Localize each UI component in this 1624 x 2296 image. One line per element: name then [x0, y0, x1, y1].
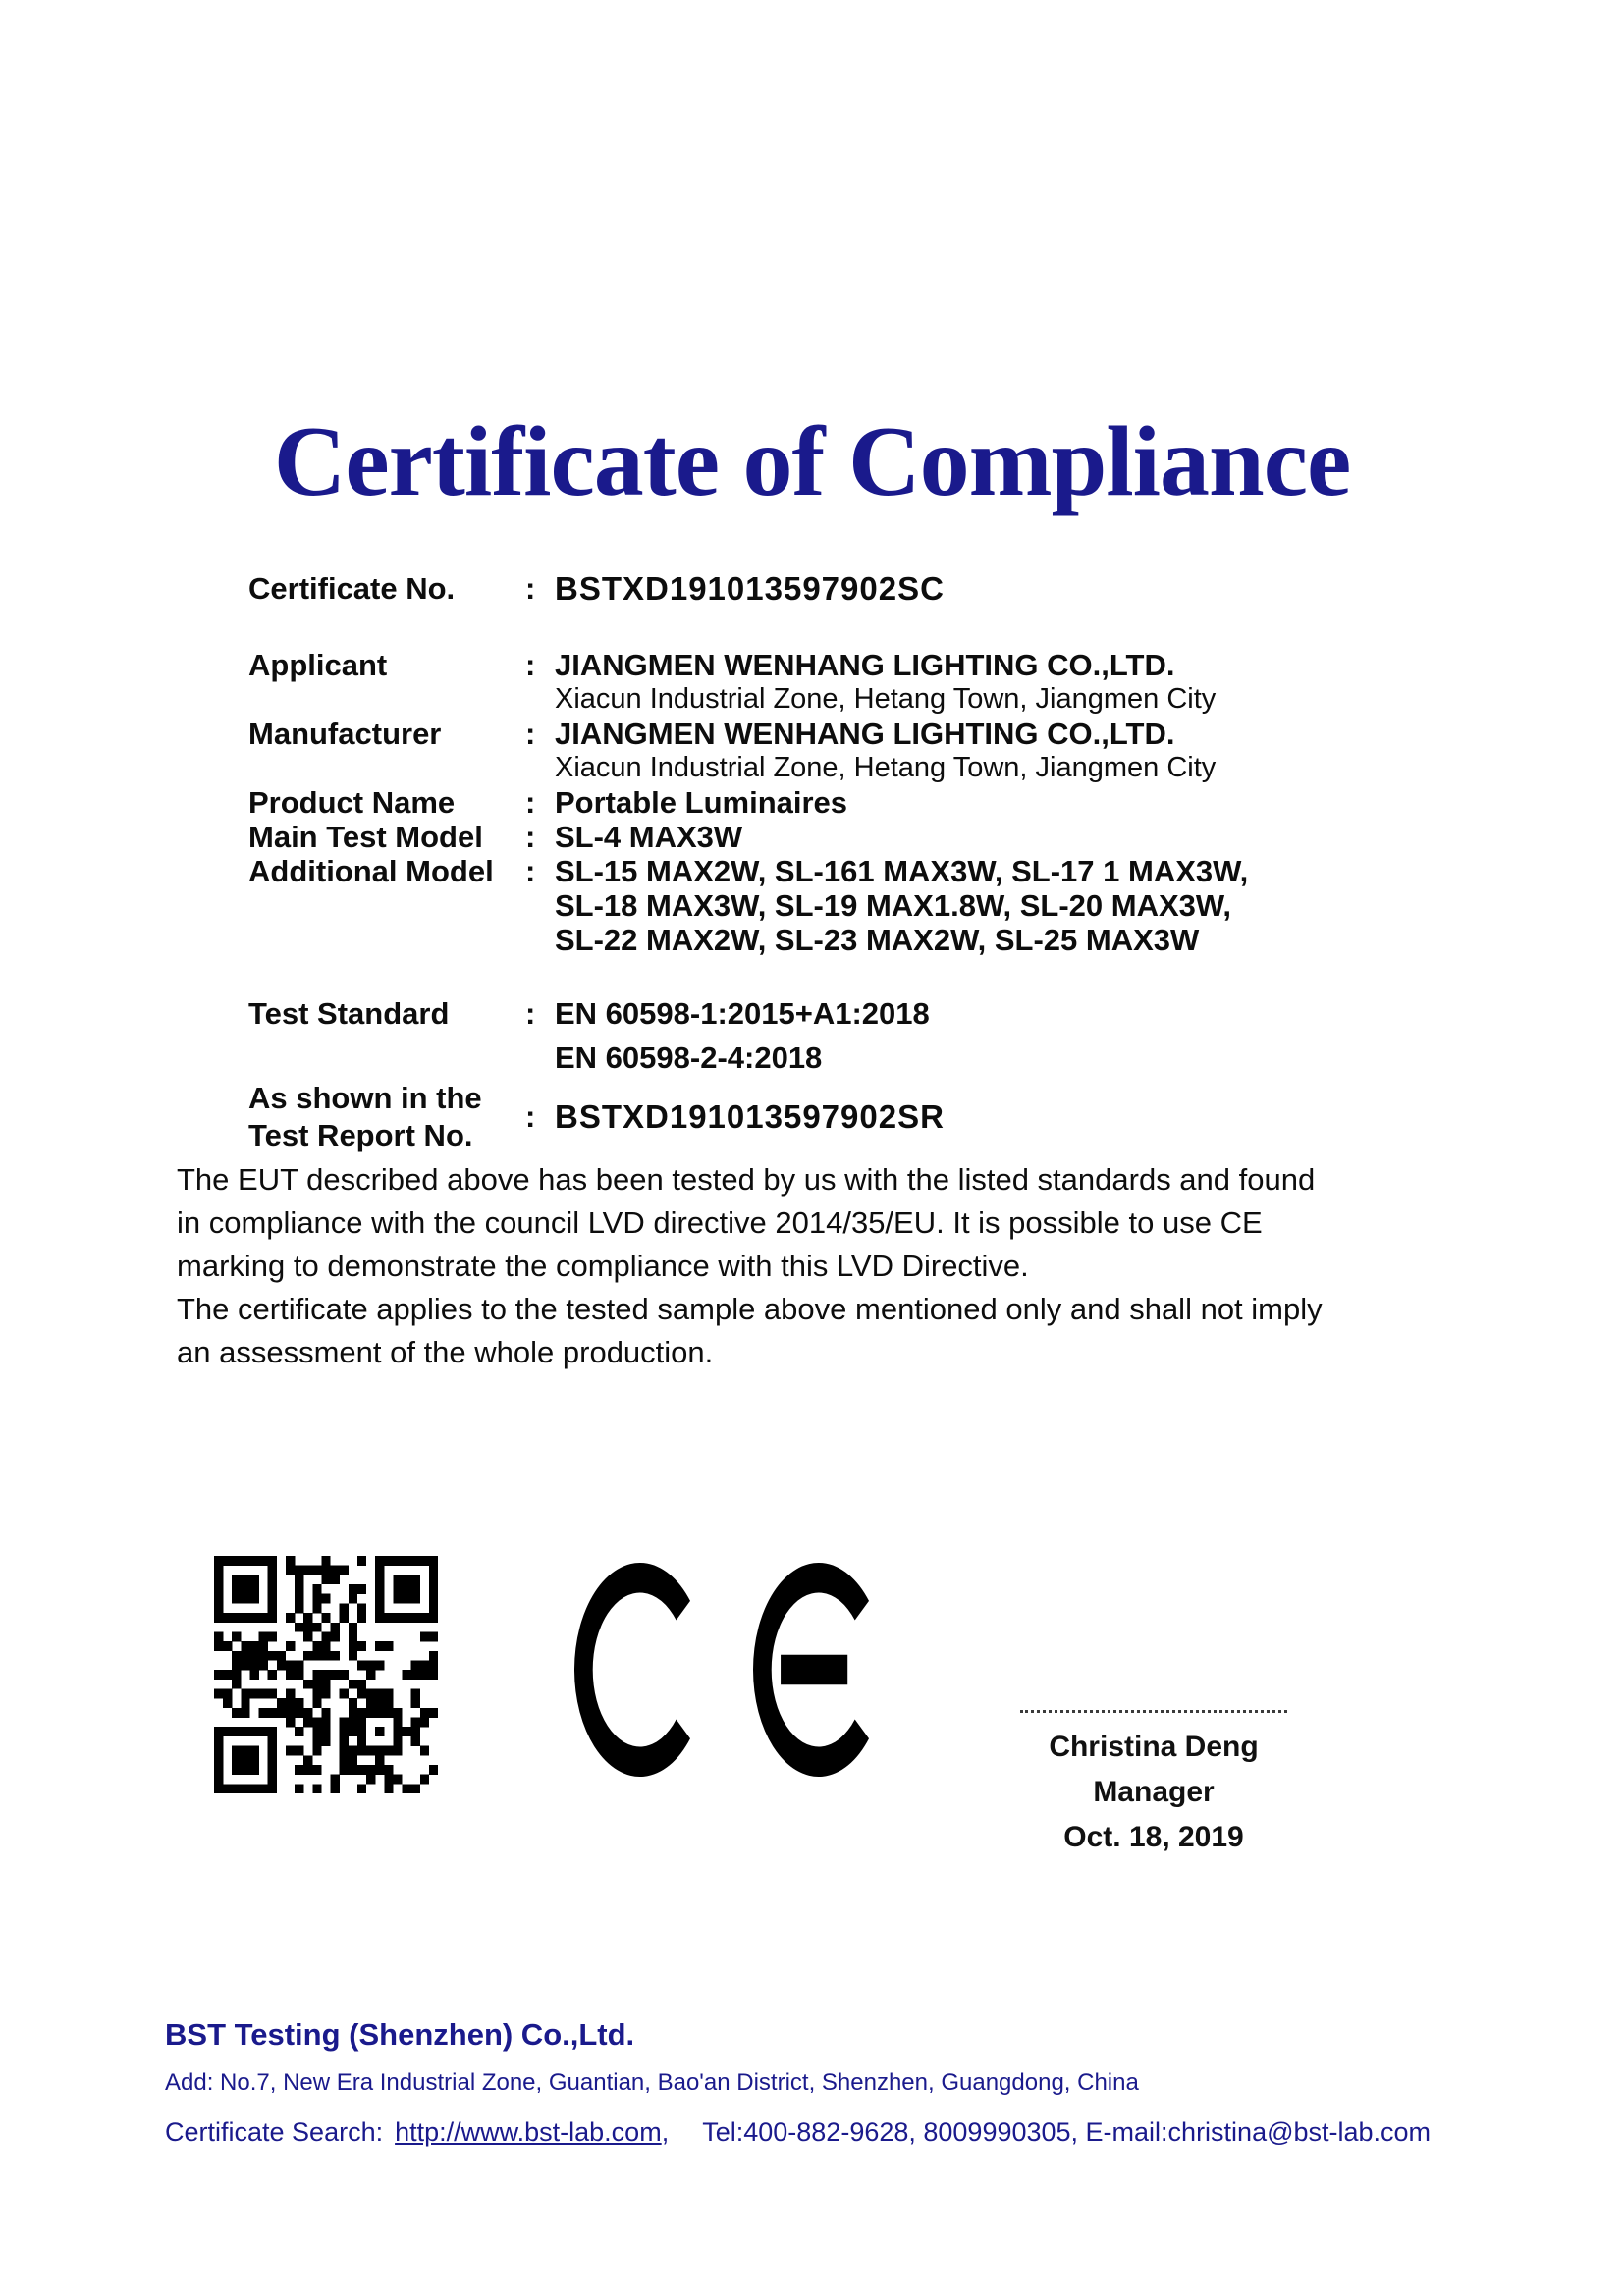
field-label: Product Name [248, 785, 456, 820]
info-row-certificate-no [248, 571, 1486, 606]
colon-separator: : [525, 820, 536, 854]
certificate-info-table [248, 571, 1486, 1154]
manufacturer-address-value: Xiacun Industrial Zone, Hetang Town, Jiangmen City [555, 752, 1217, 783]
info-row-main-test-model [248, 820, 1486, 854]
field-label: Main Test Model [248, 820, 483, 854]
product-name-value: Portable Luminaires [555, 785, 848, 820]
field-label: Applicant [248, 648, 388, 682]
ce-mark-icon [574, 1563, 869, 1777]
signature-date: Oct. 18, 2019 [1063, 1821, 1244, 1853]
additional-model-value-line: SL-18 MAX3W, SL-19 MAX1.8W, SL-20 MAX3W, [555, 888, 1232, 923]
declaration-line: in compliance with the council LVD directive 2014/35/EU. It is possible to use CE [177, 1205, 1263, 1240]
test-report-number-value: BSTXD191013597902SR [555, 1098, 945, 1135]
lab-company-name: BST Testing (Shenzhen) Co.,Ltd. [165, 2017, 635, 2052]
signature-block [1006, 1710, 1301, 1860]
applicant-address-value: Xiacun Industrial Zone, Hetang Town, Jiangmen City [555, 683, 1217, 715]
test-standard-value-line: EN 60598-2-4:2018 [555, 1041, 823, 1075]
field-label-line: Test Report No. [248, 1118, 473, 1152]
declaration-paragraph [177, 1158, 1323, 1374]
colon-separator: : [525, 785, 536, 820]
colon-separator: : [525, 1099, 536, 1134]
additional-model-value-line: SL-22 MAX2W, SL-23 MAX2W, SL-25 MAX3W [555, 923, 1200, 957]
colon-separator: : [525, 648, 536, 682]
info-row-test-standard [248, 991, 1486, 1080]
field-label: Certificate No. [248, 571, 456, 606]
field-label: Manufacturer [248, 717, 442, 751]
info-row-manufacturer [248, 717, 1486, 785]
test-standard-value-line: EN 60598-1:2015+A1:2018 [555, 996, 930, 1031]
applicant-name-value: JIANGMEN WENHANG LIGHTING CO.,LTD. [555, 648, 1175, 682]
colon-separator: : [525, 717, 536, 751]
qr-code [214, 1556, 438, 1793]
certificate-title: Certificate of Compliance [273, 406, 1351, 517]
declaration-line: an assessment of the whole production. [177, 1335, 714, 1369]
signature-dotted-line [1020, 1710, 1287, 1713]
certificate-search-label: Certificate Search: [165, 2117, 384, 2147]
signer-role: Manager [1093, 1776, 1215, 1808]
url-comma: , [661, 2117, 670, 2147]
info-row-test-report-no [248, 1080, 1486, 1154]
manufacturer-name-value: JIANGMEN WENHANG LIGHTING CO.,LTD. [555, 717, 1175, 751]
main-test-model-value: SL-4 MAX3W [555, 820, 743, 854]
lab-address: Add: No.7, New Era Industrial Zone, Guantian, Bao'an District, Shenzhen, Guangdong, China [165, 2069, 1139, 2096]
field-label: Test Standard [248, 996, 450, 1031]
colon-separator: : [525, 854, 536, 888]
certificate-number-value: BSTXD191013597902SC [555, 570, 945, 607]
info-row-product-name [248, 785, 1486, 820]
colon-separator: : [525, 996, 536, 1031]
declaration-line: The certificate applies to the tested sample above mentioned only and shall not imply [177, 1292, 1323, 1326]
certificate-search-url-link[interactable]: http://www.bst-lab.com [395, 2117, 662, 2147]
footer [165, 2018, 1431, 2148]
colon-separator: : [525, 571, 536, 606]
declaration-line: The EUT described above has been tested by us with the listed standards and found [177, 1162, 1316, 1197]
field-label: Additional Model [248, 854, 494, 888]
field-label-line: As shown in the [248, 1081, 482, 1115]
declaration-line: marking to demonstrate the compliance with this LVD Directive. [177, 1249, 1029, 1283]
additional-model-value-line: SL-15 MAX2W, SL-161 MAX3W, SL-17 1 MAX3W, [555, 854, 1249, 888]
info-row-applicant [248, 648, 1486, 717]
lab-contacts: Tel:400-882-9628, 8009990305, E-mail:christina@bst-lab.com [702, 2117, 1432, 2147]
info-row-additional-model [248, 854, 1486, 957]
certificate-search-line [165, 2116, 1431, 2148]
signer-name: Christina Deng [1049, 1731, 1259, 1763]
